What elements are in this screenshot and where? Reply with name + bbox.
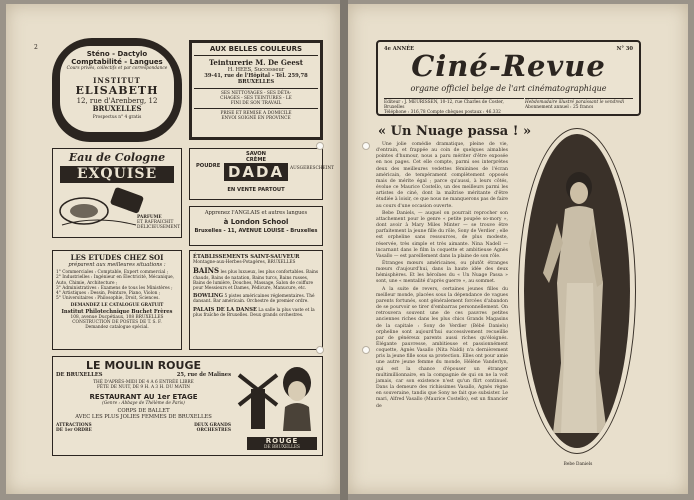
- etudes-line9: Demandez catalogue spécial.: [85, 325, 149, 331]
- etudes-item4: 4° Artistiques : Dessin, Peinture, Piano, Violon ;: [56, 291, 161, 297]
- couleurs-line3: 39-41, rue de l'Hôpital - Tél. 259,78: [204, 73, 308, 80]
- sauveur-title: ÉTABLISSEMENTS SAINT-SAUVEUR: [193, 254, 300, 260]
- couleurs-line5: SES NETTOYAGES - SES DÉTA-: [220, 90, 292, 96]
- portrait-frame: [518, 128, 636, 454]
- dada-line3: POUDRE: [196, 163, 221, 169]
- elisabeth-line3: Cours privés, collectifs et par correspondance: [66, 66, 168, 71]
- dada-side: AUSGEBESCHEINT: [290, 166, 334, 171]
- elisabeth-name2: ELISABETH: [75, 84, 159, 98]
- cologne-line4: ET RAFRAICHIT: [137, 220, 174, 225]
- sauveur-baths-text: les plus luxueux, les plus confortables. Bains chauds, Bains de natation, Bains turcs, Bains russes, Bains de lumière, Douches, Massage, Salon de coiffure pour Messieurs et Dames, Pédicure, Manucure, etc.: [193, 270, 319, 292]
- couleurs-line2: H. HEES, Successeur: [227, 67, 285, 73]
- moulin-line1: THÉ D'APRÈS-MIDI DE 4 A 6 ENTRÉE LIBRE: [93, 380, 194, 386]
- moulin-logo2: DE BRUXELLES: [264, 445, 300, 450]
- moulin-orch2: ORCHESTRES: [196, 428, 231, 434]
- etudes-cta: DEMANDEZ LE CATALOGUE GRATUIT: [70, 303, 164, 309]
- article-paragraph: Étranges mœurs américaines, ou plutôt étranges mœurs d'aujourd'hui, dans la haute idée des deux hémisphères. Et les héroïnes du « Un Nuage Passa » sont, une « mentalité d'après guerre », au sommet.: [376, 260, 508, 285]
- sauveur-subtitle: Montagne-aux-Herbes-Potagères, BRUXELLES: [193, 260, 296, 266]
- etudes-address: 108, avenue Ducpétiaux, 108 BRUXELLES: [70, 314, 164, 320]
- couleurs-line4: BRUXELLES: [194, 79, 318, 88]
- moulin-address: 25, rue de Malines: [176, 372, 231, 378]
- dada-line4: EN VENTE PARTOUT: [227, 187, 285, 193]
- dada-line2: CRÈME: [245, 157, 267, 164]
- moulin-ballet2: AVEC LES PLUS JOLIES FEMMES DE BRUXELLES: [75, 414, 212, 421]
- etudes-line8: CONSTRUCTION DE POSTES DE T. S. F.: [72, 320, 162, 326]
- moulin-restaurant: RESTAURANT AU 1er ETAGE: [89, 392, 198, 401]
- article-paragraph: Une jolie comédie dramatique, pleine de vie, d'entrain, et frappée au coin de quelques aimables pointes d'humour, nous a paru mériter d'être exposée en nos pages. Cet elle compte, parmi ses interprètes deux des meilleures vedettes féminines de l'écran américain, de tempérament complètement opposés mais de mérite égal ; parce qu'aussi, à leurs côtés, évolue ce Maurice Costello, un des meilleurs parmi les artistes de ciné, dont la maîtrise méritante d'être étudiée à loisir, ce que nous ne manquerons pas de faire au cours d'une occasion ouverte.: [376, 142, 508, 209]
- cologne-line1: Eau de Cologne: [68, 151, 166, 164]
- ad-eau-de-cologne: [52, 148, 182, 238]
- couleurs-title: AUX BELLES COULEURS: [194, 45, 318, 56]
- sauveur-palais-text: La salle la plus vaste et la plus fraîche de Bruxelles. Deux grands orchestres.: [193, 307, 315, 318]
- dada-line1: SAVON: [245, 151, 267, 157]
- couleurs-line6: CHAGES - SES TEINTURES - LE: [220, 95, 292, 101]
- masthead-left-note: Éditeur : J. MEURISSEN, 10-12, rue Charles de Coster, Bruxelles: [384, 100, 504, 111]
- ad-savon-dada: [189, 148, 334, 200]
- etudes-item1: 1° Commerciales : Comptable, Expert commercial ;: [56, 270, 169, 276]
- couleurs-line9: ENVOI SOIGNÉ EN PROVINCE: [221, 116, 291, 122]
- moulin-attr1: ATTRACTIONS: [56, 423, 92, 429]
- moulin-place: DE BRUXELLES: [56, 372, 103, 378]
- book-gutter: [340, 0, 348, 500]
- ad-belles-couleurs: [189, 40, 323, 140]
- couleurs-line7: FINI DE SON TRAVAIL: [194, 101, 318, 109]
- punch-hole-left-top: [316, 142, 324, 150]
- masthead-subtitle: organe officiel belge de l'art cinématographique: [410, 84, 607, 93]
- cologne-line3: PARFUME: [137, 215, 162, 220]
- ad-etudes-chez-soi: [52, 250, 182, 350]
- cologne-line2: EXQUISE: [60, 166, 174, 183]
- masthead-right-note2: Abonnement annuel : 25 francs: [525, 105, 594, 111]
- moulin-ballet1: CORPS DE BALLET: [117, 407, 170, 414]
- moulin-logo1: ROUGE: [265, 437, 299, 445]
- couleurs-line1: Teinturerie M. De Geest: [209, 58, 303, 67]
- moulin-line2: FÊTE DE NUIT, DE 9 H. A 3 H. DU MATIN: [96, 385, 191, 391]
- masthead-left-note2: Téléphone : 316,78 Compte chèques postaux : 46.332: [384, 110, 501, 116]
- cologne-line5: DÉLICIEUSEMENT: [137, 225, 181, 230]
- moulin-orch1: DEUX GRANDS: [194, 423, 231, 429]
- page-number: 2: [34, 44, 38, 51]
- elisabeth-city: BRUXELLES: [92, 104, 142, 114]
- elisabeth-name1: INSTITUT: [93, 76, 141, 86]
- elisabeth-address: 12, rue d'Arenberg, 12: [76, 97, 158, 106]
- portrait-caption: Bebe Daniels: [563, 462, 593, 467]
- windmill-illustration: [235, 361, 319, 433]
- etudes-title: LES ETUDES CHEZ SOI: [70, 253, 164, 262]
- elisabeth-line2: Comptabilité - Langues: [71, 58, 163, 66]
- article-paragraph: A la suite de revers, certaines jeunes filles du meilleur monde, placées sous la dépendance de vagues parents fortunés, sont généralement forcées d'abandon de se pourvoir se tirer d'embarras personnellement. On retrouvera souvent une de ces pauvres petites anciennes riches dans les plus chics Grands Magasins de la capitale : Sony de Verdier (Bébé Daniels) orpheline sont aujourd'hui successivement recueillie par de généreux parents aussi riches qu'éloignés. Élégante pauvresse, ambitieuse et passionnément coquette, Agnès Vasallo (Nita Naldi) n'a dernièrement pris la jeune fille sous sa protection. Elles ont pour amie une autre jeune femme du monde, Hélène Vanderlyn, qui est la chance d'épouser un étranger multimillionnaire, en la compagnie de qui on ne la voit jamais, car son existence n'est qu'un flirt continuel. Dans la demeure des richissimes Vasallo, Agnès règne en souveraine, tandis que Sony ne fait que subsister. Le mari, Alfred Vasallo (Maurice Costello), est un financier de: [376, 286, 508, 409]
- sauveur-bowling-label: BOWLING: [193, 293, 224, 300]
- moulin-restaurant-note: (Genre : Abbaye de Thélème de Paris): [102, 400, 185, 406]
- etudes-item5: 5° Universitaires : Philosophie, Droit, Sciences.: [56, 296, 160, 302]
- etudes-subtitle: préparent aux meilleures situations :: [68, 262, 166, 268]
- masthead-title: Ciné-Revue: [411, 49, 606, 83]
- london-line3: Bruxelles - 11, AVENUE LOUISE - Bruxelles: [194, 228, 318, 235]
- etudes-item3: 3° Administratives : Examens de tous les Ministères ;: [56, 285, 173, 291]
- couleurs-line8: PRISE ET REMISE A DOMICILE: [220, 111, 292, 117]
- masthead: [376, 40, 641, 116]
- punch-hole-right-top: [362, 142, 370, 150]
- sauveur-palais-label: PALAIS DE LA DANSE: [193, 306, 257, 313]
- masthead-right-note: Hebdomadaire illustré paraissant le vendredi: [525, 100, 625, 105]
- london-line1: Apprenez l'ANGLAIS et autres langues: [204, 210, 308, 216]
- etudes-institute: Institut Philotechnique Buchet Frères: [61, 308, 173, 315]
- moulin-attr2: DE 1er ORDRE: [56, 428, 92, 434]
- ad-saint-sauveur: [189, 250, 323, 350]
- article-title: « Un Nuage passa ! »: [378, 124, 532, 139]
- article-body: [376, 142, 508, 494]
- portrait-photo: [523, 133, 631, 449]
- punch-hole-right-bottom: [362, 346, 370, 354]
- elisabeth-line1: Sténo - Dactylo: [86, 50, 148, 58]
- ad-moulin-rouge: [52, 356, 323, 456]
- masthead-issue: N° 30: [616, 46, 633, 52]
- elisabeth-note: Prospectus n° 4 gratis: [92, 115, 142, 121]
- sauveur-baths-label: BAINS: [193, 266, 220, 276]
- london-line2: à London School: [223, 218, 289, 227]
- moulin-title: LE MOULIN ROUGE: [85, 359, 202, 372]
- ad-london-school: [189, 206, 323, 246]
- ad-institut-elisabeth: [52, 38, 182, 142]
- article-paragraph: Bebe Daniels, — auquel on pourrait reprocher son attachement pour le genre « petite poupée so-mory », dont avoir à Mary Miles Minter — se trouve être parfaitement la jeune fille du rôle, Sony de Verdier ; elle est orpheline sans ressources, de plus modeste, réservée, très simple et très aimante. Nina Nadell — incarnant dans le film la coquette et ambitieuse Agnès Vasallo — est pareillement dans la plaine de son rôle.: [376, 210, 508, 259]
- dada-brand: DADA: [224, 163, 288, 181]
- masthead-year: 4e ANNÉE: [384, 46, 415, 52]
- punch-hole-left-bottom: [316, 346, 324, 354]
- sauveur-bowling-text: 5 pistes américaines réglementaires. Thé dansant. Bar américain. Orchestre de premier ordre.: [193, 294, 315, 305]
- etudes-item2: 2° Industrielles : Ingénieur en Électricité, Mécanique, Auto, Chimie, Architecture ;: [56, 275, 174, 286]
